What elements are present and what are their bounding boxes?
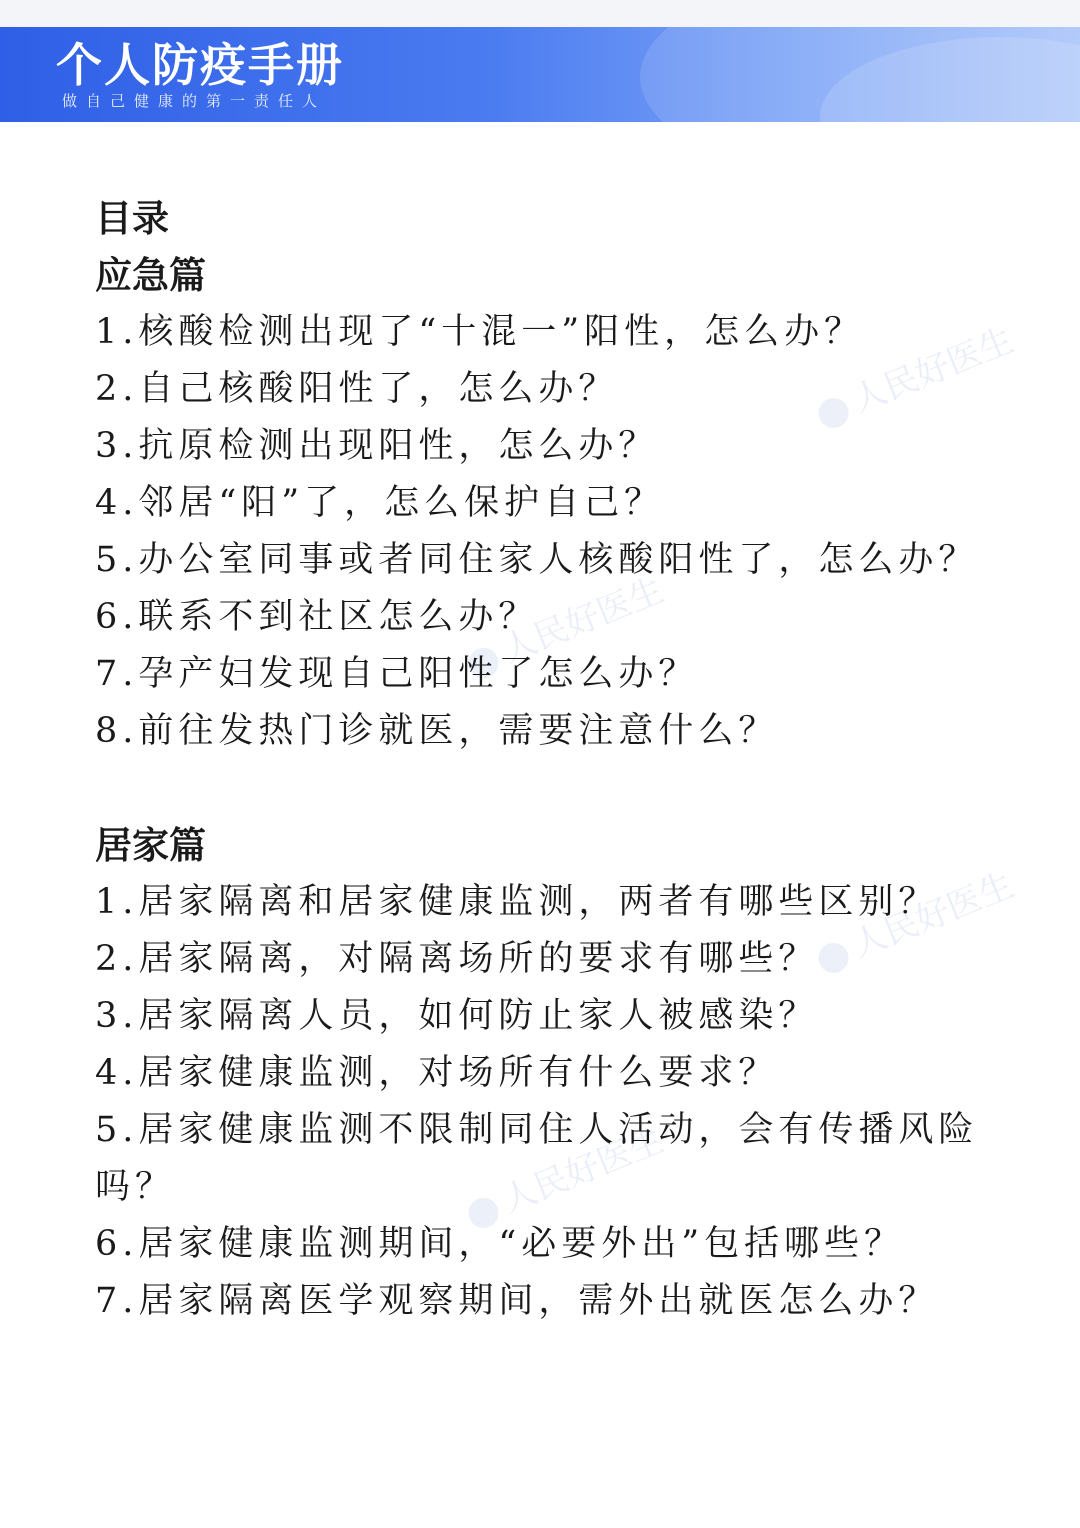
toc-item[interactable]: 5.办公室同事或者同住家人核酸阳性了，怎么办？ [95, 540, 979, 580]
section-spacer [95, 760, 995, 817]
top-strip [0, 0, 1080, 27]
toc-item[interactable]: 7.居家隔离医学观察期间，需外出就医怎么办？ [95, 1281, 939, 1321]
toc-content [95, 190, 995, 1330]
toc-item[interactable]: 4.居家健康监测，对场所有什么要求？ [95, 1053, 779, 1093]
toc-item[interactable]: 2.自己核酸阳性了，怎么办？ [95, 369, 619, 409]
toc-item[interactable]: 8.前往发热门诊就医，需要注意什么？ [95, 711, 779, 751]
watermark: 人民好医生 [458, 563, 669, 686]
toc-item[interactable]: 6.居家健康监测期间，“必要外出”包括哪些？ [95, 1224, 905, 1264]
watermark: 人民好医生 [808, 858, 1019, 981]
toc-item[interactable]: 4.邻居“阳”了，怎么保护自己？ [95, 483, 665, 523]
toc-item[interactable]: 2.居家隔离，对隔离场所的要求有哪些？ [95, 939, 819, 979]
toc-item[interactable]: 3.抗原检测出现阳性，怎么办？ [95, 426, 659, 466]
banner-subtitle: 做自己健康的第一责任人 [62, 92, 327, 110]
watermark: 人民好医生 [458, 1113, 669, 1236]
toc-item[interactable]: 1.居家隔离和居家健康监测，两者有哪些区别？ [95, 882, 939, 922]
toc-item[interactable]: 6.联系不到社区怎么办？ [95, 597, 539, 637]
toc-item[interactable]: 1.核酸检测出现了“十混一”阳性，怎么办？ [95, 312, 865, 352]
watermark: 人民好医生 [808, 313, 1019, 436]
banner-title: 个人防疫手册 [56, 38, 344, 92]
toc-item[interactable]: 7.孕产妇发现自己阳性了怎么办？ [95, 654, 699, 694]
toc-item[interactable]: 3.居家隔离人员，如何防止家人被感染？ [95, 996, 819, 1036]
header-banner [0, 27, 1080, 122]
section-title-home: 居家篇 [95, 823, 206, 867]
toc-item[interactable]: 5.居家健康监测不限制同住人活动，会有传播风险吗？ [95, 1110, 979, 1207]
section-title-emergency: 应急篇 [95, 253, 206, 297]
toc-heading: 目录 [95, 196, 169, 240]
